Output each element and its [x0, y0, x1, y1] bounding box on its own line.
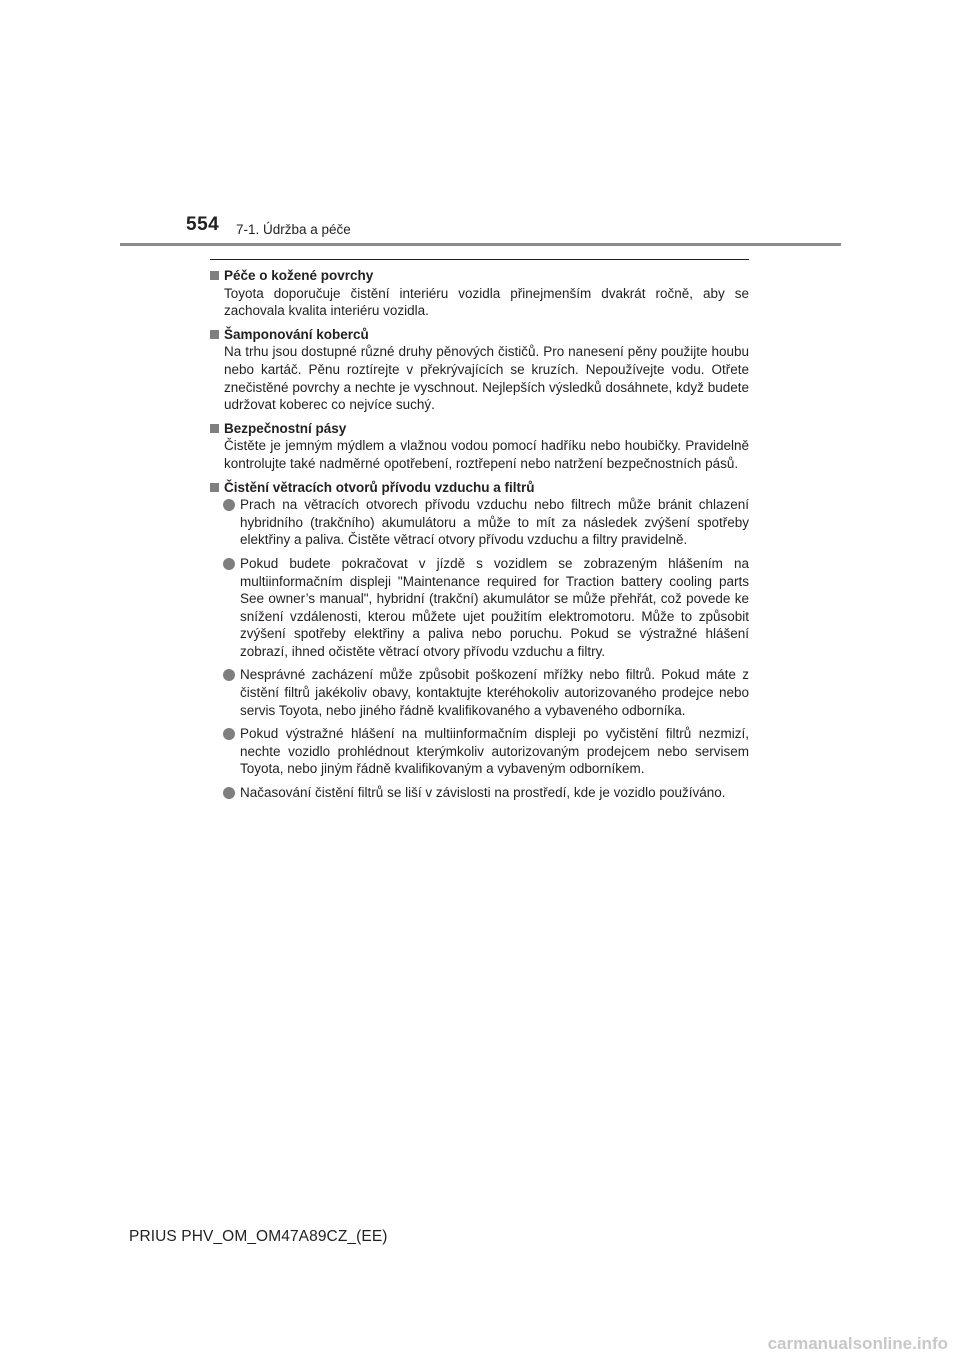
square-bullet-icon — [210, 483, 219, 492]
bullet-text: Nesprávné zacházení může způsobit poškození mřížky nebo filtrů. Pokud máte z čistění filtrů jakékoliv obavy, kontaktujte kteréhokoliv autorizovaného prodejce nebo servis Toyota, nebo jiného řádně kvalifikovaného a vybaveného odborníka. — [240, 667, 749, 718]
bullet-text: Načasování čistění filtrů se liší v závislosti na prostředí, kde je vozidlo používáno. — [240, 785, 726, 801]
section-heading-text: Péče o kožené povrchy — [224, 268, 374, 283]
section-carpet-shampoo — [210, 326, 749, 414]
section-body: Čistěte je jemným mýdlem a vlažnou vodou pomocí hadříku nebo houbičky. Pravidelně kontrolujte také nadměrné opotřebení, roztřepení nebo natržení bezpečnostních pásů. — [224, 438, 749, 471]
footer-document-code: PRIUS PHV_OM_OM47A89CZ_(EE) — [129, 1228, 388, 1245]
bullet-text: Pokud výstražné hlášení na multiinformačním displeji po vyčistění filtrů nezmizí, nechte vozidlo prohlédnout kterýmkoliv autorizovaným prodejcem nebo servisem Toyota, nebo jiným řádně kvalifikovaným a vybaveným odborníkem. — [240, 726, 749, 777]
circle-bullet-icon — [223, 558, 235, 570]
circle-bullet-icon — [223, 669, 235, 681]
section-heading-text: Čistění větracích otvorů přívodu vzduchu a filtrů — [224, 479, 535, 495]
content-rule — [210, 259, 749, 260]
square-bullet-icon — [210, 330, 219, 339]
circle-bullet-icon — [223, 728, 235, 740]
section-leather-care — [210, 267, 749, 320]
section-heading — [210, 326, 749, 344]
section-body: Na trhu jsou dostupné různé druhy pěnových čističů. Pro nanesení pěny použijte houbu nebo kartáč. Pěnu roztírejte v překrývajících se kruzích. Nepoužívejte vodu. Otřete znečistěné povrchy a nechte je vyschnout. Nejlepších výsledků dosáhnete, když budete udržovat koberec co nejvíce suchý. — [224, 344, 749, 413]
section-heading — [210, 267, 749, 285]
page-number: 554 — [186, 214, 220, 235]
section-heading — [210, 420, 749, 438]
bullet-item — [210, 496, 749, 549]
square-bullet-icon — [210, 271, 219, 280]
bullet-item — [210, 784, 749, 802]
bullet-item — [210, 555, 749, 661]
circle-bullet-icon — [223, 787, 235, 799]
section-air-intake-vents — [210, 479, 749, 802]
square-bullet-icon — [210, 424, 219, 433]
section-heading — [210, 479, 749, 497]
section-body: Toyota doporučuje čistění interiéru vozidla přinejmenším dvakrát ročně, aby se zachovala kvalita interiéru vozidla. — [224, 285, 749, 319]
content — [210, 267, 749, 808]
circle-bullet-icon — [223, 499, 235, 511]
watermark: carmanualsonline.info — [767, 1334, 948, 1353]
bullet-text: Pokud budete pokračovat v jízdě s vozidlem se zobrazeným hlášením na multiinformačním displeji "Maintenance required for Traction battery cooling parts See owner’s manual", hybridní (trakční) akumulátor se může přehřát, což povede ke snížení vzdálenosti, kterou můžete ujet použitím elektromotoru. Může to způsobit zvýšení spotřeby elektřiny a paliva nebo poruchu. Pokud se výstražné hlášení zobrazí, ihned očistěte větrací otvory přívodu vzduchu a filtry. — [240, 555, 749, 659]
section-heading-text: Šamponování koberců — [224, 326, 369, 342]
section-seat-belts — [210, 420, 749, 473]
section-heading-text: Bezpečnostní pásy — [224, 420, 347, 436]
bullet-item — [210, 666, 749, 719]
bullet-text: Prach na větracích otvorech přívodu vzduchu nebo filtrech může bránit chlazení hybridního (trakčního) akumulátoru a může to mít za následek zvýšení spotřeby elektřiny a paliva. Čistěte větrací otvory přívodu vzduchu a filtry pravidelně. — [240, 497, 749, 548]
bullet-item — [210, 725, 749, 778]
header-rule — [120, 243, 841, 246]
section-title: 7-1. Údržba a péče — [236, 222, 351, 237]
